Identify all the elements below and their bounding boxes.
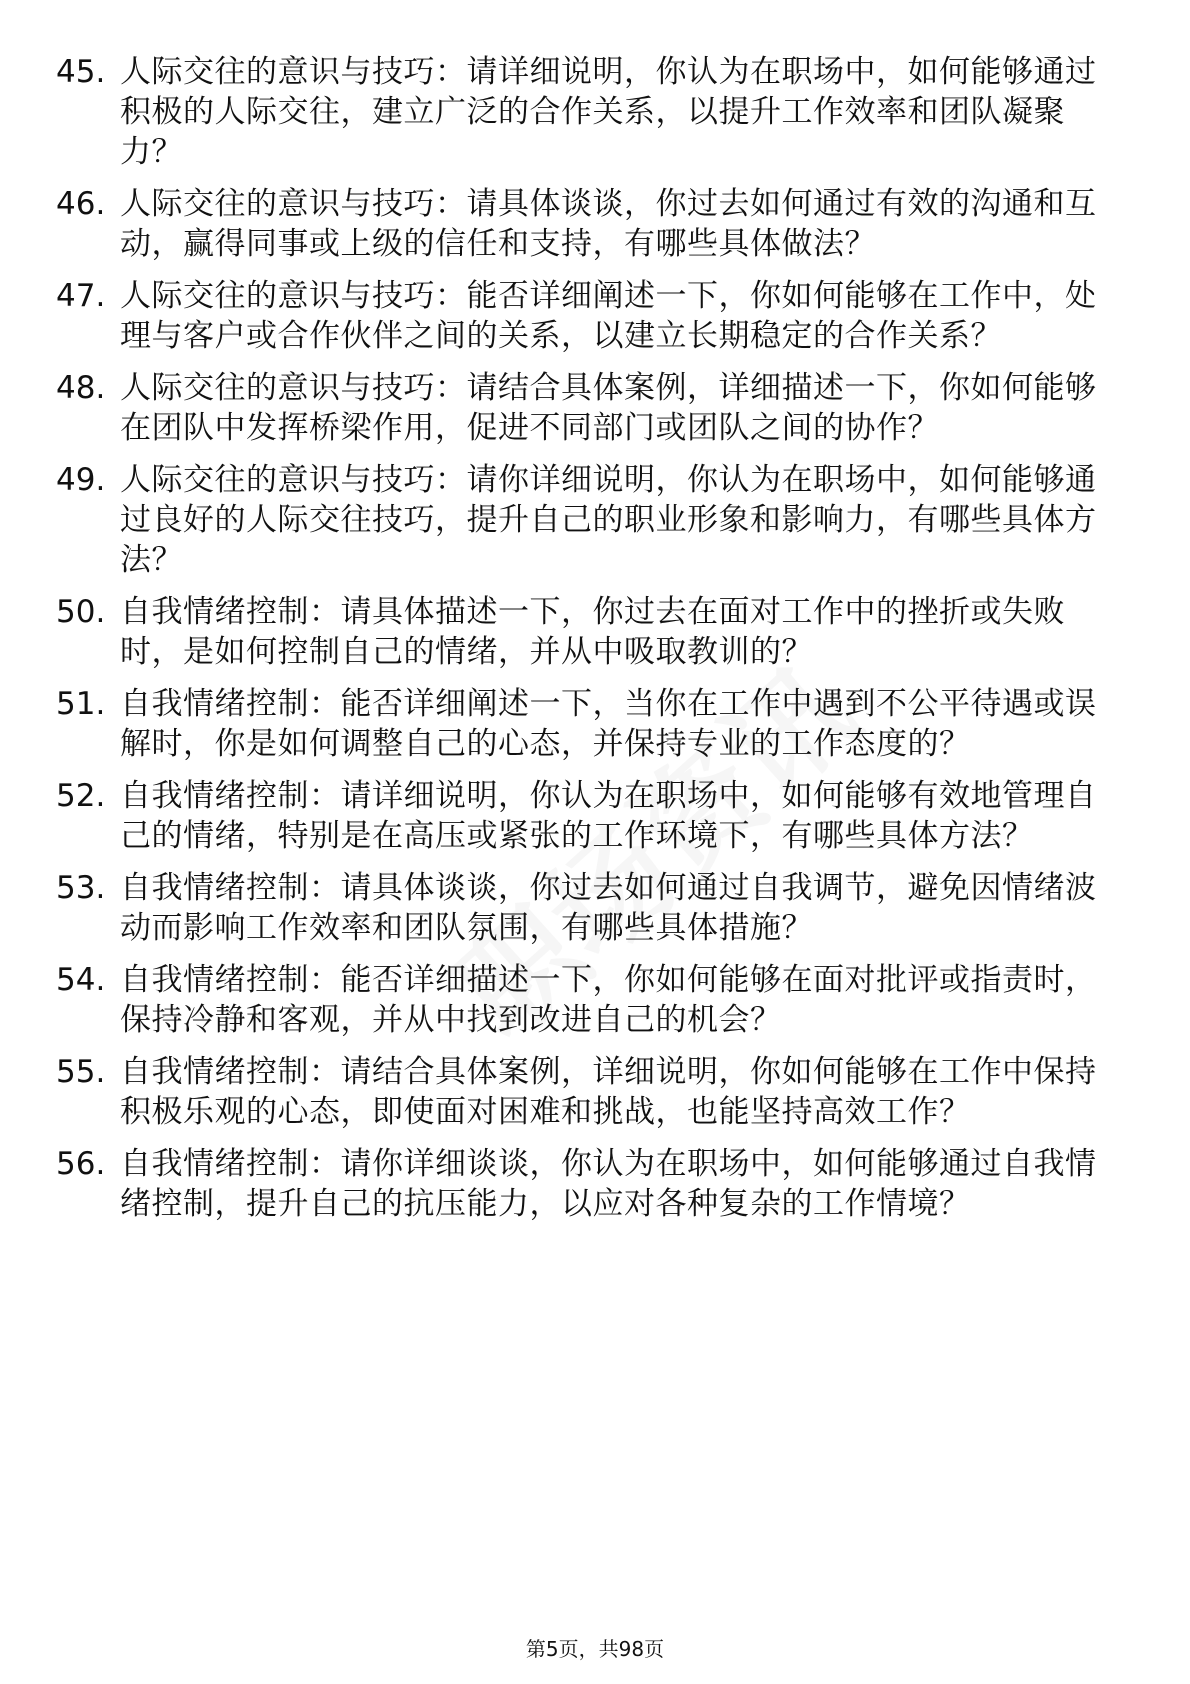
question-item — [56, 460, 1116, 580]
question-number: 48. — [56, 370, 106, 406]
question-number: 56. — [56, 1146, 106, 1182]
question-item — [56, 368, 1116, 448]
question-number: 47. — [56, 278, 106, 314]
question-text: 自我情绪控制：请具体谈谈，你过去如何通过自我调节，避免因情绪波动而影响工作效率和团队氛围，有哪些具体措施？ — [120, 870, 1097, 946]
question-text: 自我情绪控制：请具体描述一下，你过去在面对工作中的挫折或失败时，是如何控制自己的情绪，并从中吸取教训的？ — [120, 594, 1065, 670]
question-number: 45. — [56, 54, 106, 90]
question-item — [56, 184, 1116, 264]
question-number: 49. — [56, 462, 106, 498]
question-item — [56, 276, 1116, 356]
question-item — [56, 1052, 1116, 1132]
question-text: 人际交往的意识与技巧：请你详细说明，你认为在职场中，如何能够通过良好的人际交往技巧，提升自己的职业形象和影响力，有哪些具体方法？ — [120, 462, 1097, 578]
question-item — [56, 592, 1116, 672]
question-number: 46. — [56, 186, 106, 222]
question-number: 52. — [56, 778, 106, 814]
question-number: 50. — [56, 594, 106, 630]
question-item — [56, 776, 1116, 856]
question-text: 自我情绪控制：能否详细阐述一下，当你在工作中遇到不公平待遇或误解时，你是如何调整自己的心态，并保持专业的工作态度的？ — [120, 686, 1097, 762]
question-text: 人际交往的意识与技巧：能否详细阐述一下，你如何能够在工作中，处理与客户或合作伙伴之间的关系，以建立长期稳定的合作关系？ — [120, 278, 1097, 354]
question-text: 自我情绪控制：能否详细描述一下，你如何能够在面对批评或指责时，保持冷静和客观，并从中找到改进自己的机会？ — [120, 962, 1097, 1038]
question-item — [56, 684, 1116, 764]
question-text: 人际交往的意识与技巧：请结合具体案例，详细描述一下，你如何能够在团队中发挥桥梁作用，促进不同部门或团队之间的协作？ — [120, 370, 1097, 446]
question-text: 自我情绪控制：请详细说明，你认为在职场中，如何能够有效地管理自己的情绪，特别是在高压或紧张的工作环境下，有哪些具体方法？ — [120, 778, 1097, 854]
page-footer: 第5页，共98页 — [525, 1637, 665, 1661]
question-item — [56, 52, 1116, 172]
question-text: 人际交往的意识与技巧：请详细说明，你认为在职场中，如何能够通过积极的人际交往，建立广泛的合作关系，以提升工作效率和团队凝聚力？ — [120, 54, 1097, 170]
question-number: 51. — [56, 686, 106, 722]
question-list — [56, 52, 1116, 1236]
question-item — [56, 960, 1116, 1040]
question-number: 53. — [56, 870, 106, 906]
question-text: 自我情绪控制：请你详细谈谈，你认为在职场中，如何能够通过自我情绪控制，提升自己的抗压能力，以应对各种复杂的工作情境？ — [120, 1146, 1097, 1222]
question-text: 自我情绪控制：请结合具体案例，详细说明，你如何能够在工作中保持积极乐观的心态，即使面对困难和挑战，也能坚持高效工作？ — [120, 1054, 1097, 1130]
question-number: 55. — [56, 1054, 106, 1090]
question-number: 54. — [56, 962, 106, 998]
question-item — [56, 1144, 1116, 1224]
question-text: 人际交往的意识与技巧：请具体谈谈，你过去如何通过有效的沟通和互动，赢得同事或上级的信任和支持，有哪些具体做法？ — [120, 186, 1097, 262]
question-item — [56, 868, 1116, 948]
